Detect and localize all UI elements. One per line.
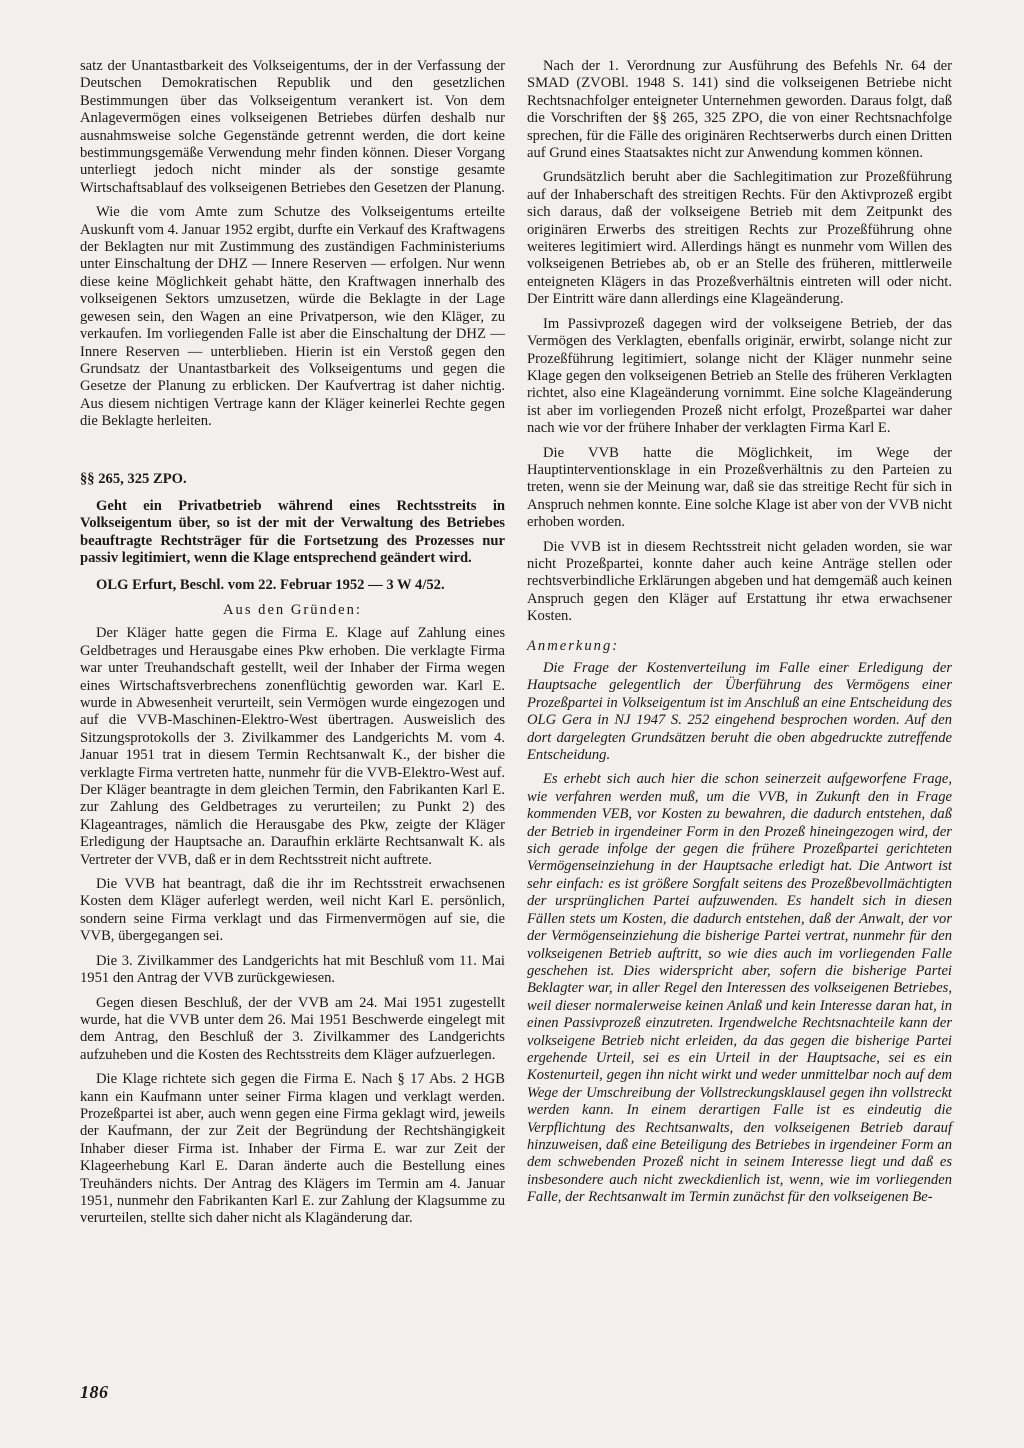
left-column <box>80 58 505 1235</box>
note-heading: Anmerkung: <box>527 637 620 654</box>
left-paragraph-2: Wie die vom Amte zum Schutze des Volkseigentums erteilte Auskunft vom 4. Januar 1952 ergibt, durfte ein Verkauf des Kraftwagens der Beklagten nur mit Zustimmung des zuständigen Fachministeriums unter Einschaltung der DHZ — Innere Reserven — erfolgen. Nur wenn diese keine Möglichkeit gehabt hätte, den Kraftwagen innerhalb des volkseigenen Sektors umzusetzen, würde die Beklagte in der Lage gewesen sein, den Wagen an eine Privatperson, wie den Kläger, zu verkaufen. Im vorliegenden Falle ist aber die Einschaltung der DHZ — Innere Reserven — unterblieben. Hierin ist ein Verstoß gegen den Grundsatz der Unantastbarkeit des Volkseigentums und gegen die Gesetze der Planung zu erblicken. Der Kaufvertrag ist daher nichtig. Aus diesem nichtigen Vertrage kann der Kläger keinerlei Rechte gegen die Beklagte herleiten. <box>80 204 506 430</box>
statute-heading: §§ 265, 325 ZPO. <box>80 470 187 487</box>
court-citation: OLG Erfurt, Beschl. vom 22. Februar 1952 — 3 W 4/52. <box>96 576 445 593</box>
reasons-paragraph-4: Gegen diesen Beschluß, der der VVB am 24. Mai 1951 zugestellt wurde, hat die VVB unter dem 26. Mai 1951 Beschwerde eingelegt mit dem Antrag, den Beschluß der 3. Zivilkammer des Landgerichts aufzuheben und die Kosten des Rechtsstreits dem Kläger aufzuerlegen. <box>80 994 505 1063</box>
right-paragraph-2: Grundsätzlich beruht aber die Sachlegitimation zur Prozeßführung auf der Inhaberschaft des streitigen Rechts. Für den Aktivprozeß ergibt sich daraus, daß der volkseigene Betrieb mit dem Zeitpunkt des originären Erwerbs des streitigen Rechts zur Prozeßführung ohne weiteres legitimiert wird. Allerdings hängt es nunmehr vom Willen des volkseigenen Betriebes ab, ob er an Stelle des früheren, mittlerweile enteigneten Klägers in das Prozeßverhältnis eintreten will oder nicht. Der Eintritt wäre dann allerdings eine Klageänderung. <box>527 169 952 308</box>
note-paragraph-1: Die Frage der Kostenverteilung im Falle einer Erledigung der Hauptsache gelegentlich der Überführung des Vermögens einer Prozeßpartei in Volkseigentum ist im Anschluß an eine Entscheidung des OLG Gera in NJ 1947 S. 252 eingehend besprochen worden. Auf den dort dargelegten Grundsätzen beruht die oben abgedruckte zutreffende Entscheidung. <box>527 660 952 764</box>
right-paragraph-3: Im Passivprozeß dagegen wird der volkseigene Betrieb, der das Vermögen des Verklagten, ebenfalls originär, erwirbt, solange nicht zur Prozeßführung legitimiert, solange nicht der Kläger nunmehr seine Klage gegen den volkseigenen Betrieb an Stelle des früheren Verklagten richtet, also eine Klageänderung vornimmt. Eine solche Klageänderung ist aber im vorliegenden Prozeß nicht erfolgt, Prozeßpartei war daher nach wie vor der frühere Inhaber der verklagten Firma Karl E. <box>527 315 952 437</box>
note-paragraph-2: Es erhebt sich auch hier die schon seinerzeit aufgeworfene Frage, wie verfahren werden muß, um die VVB, in Zukunft den in Frage kommenden VEB, vor Kosten zu bewahren, die dadurch entstehen, daß der Betrieb in irgendeiner Form in den Prozeß hineingezogen wird, der sich gerade infolge der gegen die frühere Prozeßpartei gerichteten Vermögenseinziehung in der Hauptsache erledigt hat. Die Antwort ist sehr einfach: es ist größere Sorgfalt seitens des Prozeßbevollmächtigten der ursprünglichen Partei aufzuwenden. Es handelt sich in diesen Fällen stets um Kosten, die dadurch entstehen, daß der Anwalt, der vor der Vermögenseinziehung die bisherige Partei vertrat, nunmehr für den volkseigenen Betrieb auftritt, so wie dies auch im vorliegenden Falle geschehen ist. Dies widerspricht aber, sofern die bisherige Partei Beklagter war, in aller Regel den Interessen des volkseigenen Betriebes, weil dieser normalerweise keinen Anlaß und kein Interesse daran hat, in einen Passivprozeß einzutreten. Irgendwelche Rechtsnachteile kann der volkseigene Betrieb nicht erleiden, da das gegen die bisherige Partei ergehende Urteil, sei es ein Urteil in der Hauptsache, sei es ein Kostenurteil, gegen ihn nicht wirkt und weder unmittelbar noch auf dem Wege der Umschreibung der Vollstreckungsklausel gegen ihn vollstreckt werden kann. In einem derartigen Falle ist es eindeutig die Verpflichtung des Rechtsanwalts, den volkseigenen Betrieb darauf hinzuweisen, daß eine Beteiligung des Betriebes in irgendeiner Form an dem schwebenden Prozeß nicht in seinem Interesse liegt und daß es insbesondere auch nicht zweckdienlich ist, wenn, wie im vorliegenden Falle, der Rechtsanwalt im Termin zunächst für den volkseigenen Be- <box>527 771 952 1206</box>
page-number: 186 <box>80 1382 109 1402</box>
reasons-paragraph-5: Die Klage richtete sich gegen die Firma E. Nach § 17 Abs. 2 HGB kann ein Kaufmann unter seiner Firma klagen und verklagt werden. Prozeßpartei ist aber, auch wenn gegen eine Firma geklagt wird, jeweils der Kaufmann, der zur Zeit der Begründung der Rechtshängigkeit Inhaber dieser Firma ist. Inhaber der Firma E. war zur Zeit der Klageerhebung Karl E. Daran änderte auch die Bestellung eines Treuhänders nichts. Der Antrag des Klägers im Termin am 4. Januar 1951, nunmehr den Fabrikanten Karl E. zur Zahlung der Klagsumme zu verurteilen, stellte sich daher nicht als Klagänderung dar. <box>80 1071 505 1227</box>
right-paragraph-4: Die VVB hatte die Möglichkeit, im Wege der Hauptinterventionsklage in ein Prozeßverhältnis zu den Parteien zu treten, wenn sie der Meinung war, daß sie das streitige Recht für sich in Anspruch nehmen konnte. Eine solche Klage ist aber von der VVB nicht erhoben worden. <box>527 444 952 531</box>
right-column <box>527 58 952 1214</box>
right-paragraph-1: Nach der 1. Verordnung zur Ausführung des Befehls Nr. 64 der SMAD (ZVOBl. 1948 S. 141) sind die volkseigenen Betriebe nicht Rechtsnachfolger enteigneter Unternehmen geworden. Daraus folgt, daß die Vorschriften der §§ 265, 325 ZPO, die von einer Rechtsnachfolge sprechen, für die Fälle des originären Rechtserwerbs durch einen Dritten auf Grund eines Staatsaktes nicht zur Anwendung kommen können. <box>527 58 952 162</box>
reasons-heading: Aus den Gründen: <box>222 601 362 618</box>
reasons-paragraph-2: Die VVB hat beantragt, daß die ihr im Rechtsstreit erwachsenen Kosten dem Kläger auferlegt werden, weil nicht Karl E. persönlich, sondern seine Firma verklagt und das Firmenvermögen auf sie, die VVB, übergegangen sei. <box>80 876 505 945</box>
left-paragraph-1: satz der Unantastbarkeit des Volkseigentums, der in der Verfassung der Deutschen Demokratischen Republik und den gesetzlichen Bestimmungen über das Volkseigentum verankert ist. Von dem Anlagevermögen eines volkseigenen Betriebes dürfen deshalb nur ausnahmsweise solche Gegenstände getrennt werden, die dort keine bestimmungsgemäße Verwendung mehr finden können. Dieser Vorgang unterliegt jedoch nicht minder als der sonstige gesamte Wirtschaftsablauf des volkseigenen Betriebes den Gesetzen der Planung. <box>80 58 505 196</box>
reasons-paragraph-3: Die 3. Zivilkammer des Landgerichts hat mit Beschluß vom 11. Mai 1951 den Antrag der VVB zurückgewiesen. <box>80 952 505 987</box>
reasons-paragraph-1: Der Kläger hatte gegen die Firma E. Klage auf Zahlung eines Geldbetrages und Herausgabe eines Pkw erhoben. Die verklagte Firma war unter Treuhandschaft gestellt, weil der Inhaber der Firma wegen eines Wirtschaftsverbrechens zonenflüchtig geworden war. Karl E. wurde in Abwesenheit verurteilt, sein Vermögen wurde eingezogen und auf die VVB-Maschinen-Elektro-West übertragen. Ausweislich des Sitzungsprotokolls der 3. Zivilkammer des Landgerichts M. vom 4. Januar 1951 trat in diesem Termin Rechtsanwalt K., der bisher die verklagte Firma vertreten hatte, nunmehr für die VVB-Elektro-West auf. Der Kläger beantragte in dem gleichen Termin, den Fabrikanten Karl E. zur Zahlung des Geldbetrages zu verurteilen; zu Punkt 2) des Klageantrages, nämlich die Herausgabe des Pkw, zeigte der Kläger Erledigung der Hauptsache an. Daraufhin erklärte Rechtsanwalt K. als Vertreter der VVB, daß er in dem Rechtsstreit nicht auftrete. <box>80 625 505 868</box>
right-paragraph-5: Die VVB ist in diesem Rechtsstreit nicht geladen worden, sie war nicht Prozeßpartei, konnte daher auch keine Anträge stellen oder rechtsverbindliche Erklärungen abgeben und hat demgemäß auch keinen Anspruch gegen den Kläger auf Erstattung ihr etwa erwachsener Kosten. <box>527 538 952 625</box>
headnote: Geht ein Privatbetrieb während eines Rechtsstreits in Volkseigentum über, so ist der mit der Verwaltung des Betriebes beauftragte Rechtsträger für die Fortsetzung des Prozesses nur passiv legitimiert, wenn die Klage entsprechend geändert wird. <box>80 497 505 567</box>
